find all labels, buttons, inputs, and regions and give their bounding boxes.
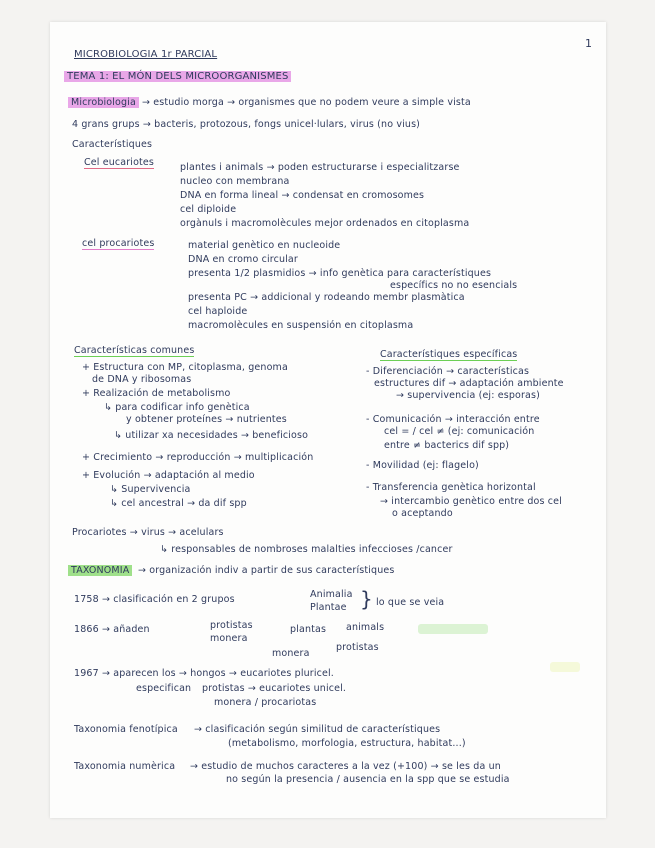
procariotes-item: macromolècules en suspensión en citoplasma [188, 320, 414, 331]
especificas-line: - Movilidad (ej: flagelo) [366, 460, 479, 471]
eucariotes-item: orgànuls i macromolècules mejor ordenados en citoplasma [180, 218, 470, 229]
bleed-through-mark [418, 624, 488, 634]
comunes-line: y obtener proteínes → nutrientes [126, 414, 287, 425]
fenotipica-def: → clasificación según similitud de característiques [194, 724, 441, 735]
taxonomia-def: → organización indiv a partir de sus característiques [138, 565, 395, 576]
comunes-line: ↳ para codificar info genètica [104, 402, 250, 413]
procariotes-term: cel procariotes [82, 238, 155, 249]
page-number: 1 [585, 37, 593, 50]
comunes-heading: Características comunes [74, 345, 195, 356]
comunes-line: + Realización de metabolismo [82, 388, 231, 399]
timeline-monera: monera [210, 633, 248, 644]
especificas-line: entre ≠ bacterics dif spp) [384, 440, 510, 451]
fenotipica-term: Taxonomia fenotípica [74, 724, 178, 735]
timeline-animals: animals [346, 622, 385, 633]
timeline-brace: } [360, 587, 373, 611]
especificas-line: o aceptando [392, 508, 453, 519]
numerica-def2: no según la presencia / ausencia en la spp que se estudia [226, 774, 510, 785]
especificas-line: → intercambio genètico entre dos cel [380, 496, 562, 507]
especificas-line: - Comunicación → interacción entre [366, 414, 540, 425]
procariotes-item: DNA en cromo circular [188, 254, 298, 265]
notebook-page [50, 22, 606, 818]
comunes-line: + Evolución → adaptación al medio [82, 470, 255, 481]
procariotes-item: presenta 1/2 plasmidios → info genètica para característiques [188, 268, 492, 279]
timeline-protistas2: protistas [336, 642, 379, 653]
comunes-line: ↳ utilizar xa necesidades → beneficioso [114, 430, 309, 441]
especificas-line: estructures dif → adaptación ambiente [374, 378, 564, 389]
microbiologia-def: → estudio morga → organismes que no podem veure a simple vista [142, 97, 471, 108]
comunes-line: + Crecimiento → reproducción → multiplicación [82, 452, 314, 463]
taxonomia-term: TAXONOMIA [68, 565, 132, 576]
timeline-1866: 1866 → añaden [74, 624, 150, 635]
comunes-line: ↳ cel ancestral → da dif spp [110, 498, 247, 509]
page-title: MICROBIOLOGIA 1r PARCIAL [74, 49, 218, 60]
eucariotes-item: cel diploide [180, 204, 237, 215]
timeline-protistas: protistas [210, 620, 253, 631]
procariotes-virus-line2: ↳ responsables de nombroses malalties infeccioses /cancer [160, 544, 453, 555]
timeline-plantas: plantas [290, 624, 327, 635]
fenotipica-def2: (metabolismo, morfologia, estructura, habitat...) [228, 738, 466, 749]
timeline-veia: lo que se veia [376, 597, 445, 608]
especificas-line: - Transferencia genètica horizontal [366, 482, 536, 493]
bleed-through-mark [550, 662, 580, 672]
eucariotes-item: plantes i animals → poden estructurarse i especialitzarse [180, 162, 460, 173]
timeline-monera3: monera / procariotas [214, 697, 317, 708]
numerica-def: → estudio de muchos caracteres a la vez (+100) → se les da un [190, 761, 501, 772]
numerica-term: Taxonomia numèrica [74, 761, 176, 772]
comunes-line: + Estructura con MP, citoplasma, genoma [82, 362, 288, 373]
comunes-line: de DNA y ribosomas [92, 374, 192, 385]
especificas-line: cel = / cel ≠ (ej: comunicación [384, 426, 535, 437]
timeline-animalia: Animalia [310, 589, 353, 600]
caracteristiques-label: Característiques [72, 139, 153, 150]
microbiologia-term: Microbiologia [68, 97, 139, 108]
procariotes-item: material genètico en nucleoide [188, 240, 341, 251]
timeline-protistas3: protistas → eucariotes unicel. [202, 683, 347, 694]
timeline-especifican: especifican [136, 683, 192, 694]
timeline-1758: 1758 → clasificación en 2 grupos [74, 594, 235, 605]
especificas-line: - Diferenciación → características [366, 366, 530, 377]
eucariotes-item: DNA en forma lineal → condensat en cromosomes [180, 190, 425, 201]
eucariotes-term: Cel eucariotes [84, 157, 155, 168]
procariotes-item: presenta PC → addicional y rodeando membr plasmàtica [188, 292, 465, 303]
comunes-line: ↳ Supervivencia [110, 484, 191, 495]
procariotes-item: específics no no esencials [390, 280, 518, 291]
timeline-1967: 1967 → aparecen los → hongos → eucariotes pluricel. [74, 668, 334, 679]
eucariotes-item: nucleo con membrana [180, 176, 290, 187]
timeline-plantae: Plantae [310, 602, 347, 613]
procariotes-virus-line: Procariotes → virus → acelulars [72, 527, 224, 538]
tema-heading: TEMA 1: EL MÓN DELS MICROORGANISMES [64, 71, 291, 82]
especificas-heading: Característiques específicas [380, 349, 518, 360]
grups-line: 4 grans grups → bacteris, protozous, fongs unicel·lulars, virus (no vius) [72, 119, 421, 130]
timeline-monera2: monera [272, 648, 310, 659]
procariotes-item: cel haploide [188, 306, 248, 317]
especificas-line: → supervivencia (ej: esporas) [396, 390, 540, 401]
